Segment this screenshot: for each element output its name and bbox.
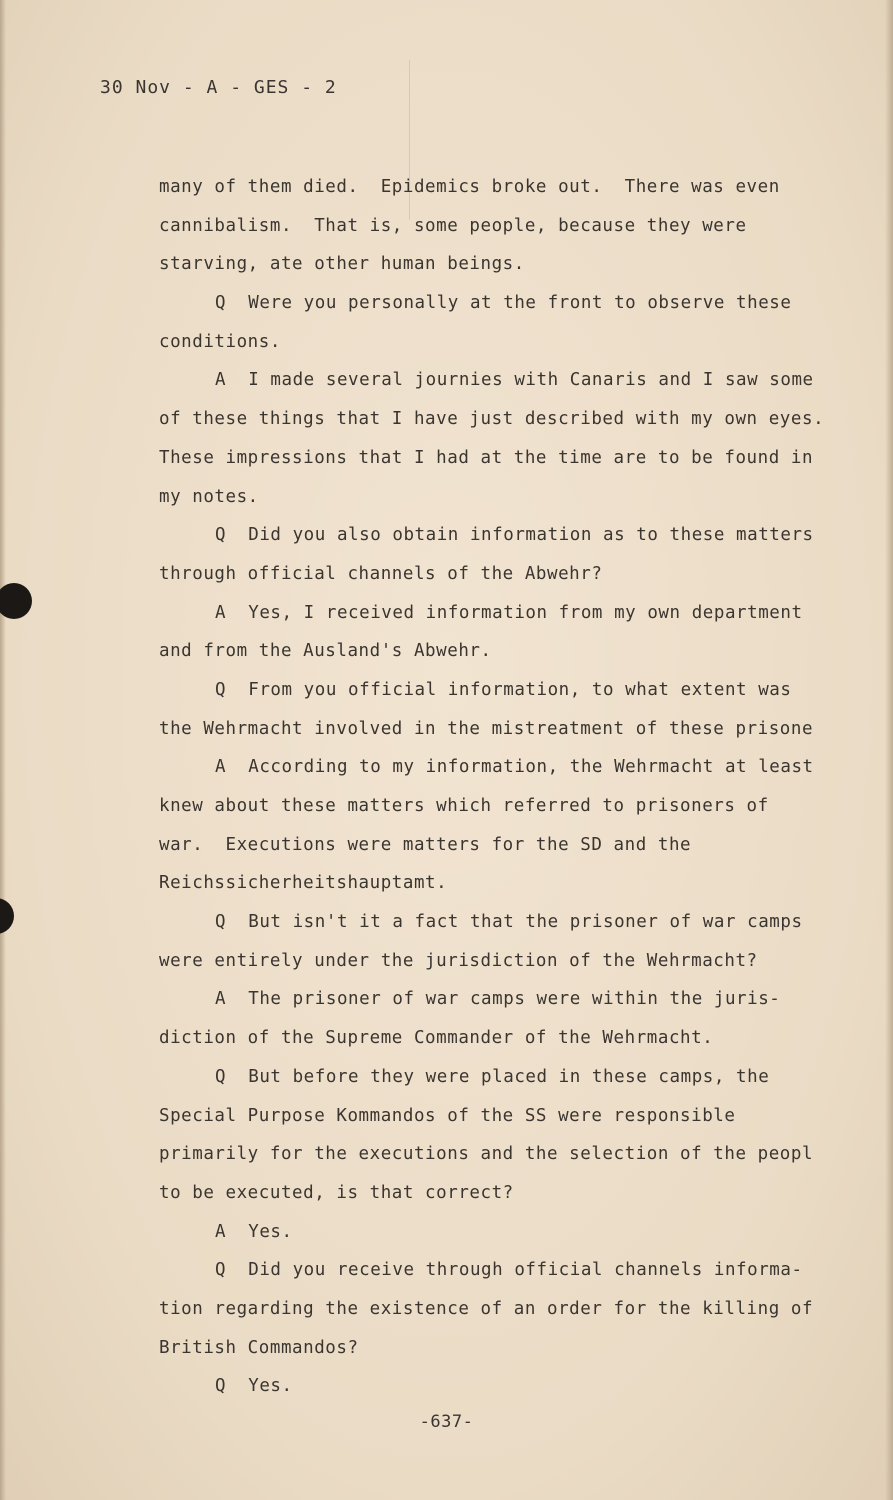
page-header: 30 Nov - A - GES - 2	[100, 77, 337, 98]
transcript-line: Q Were you personally at the front to observe these	[215, 293, 792, 314]
transcript-line: and from the Ausland's Abwehr.	[159, 641, 492, 662]
transcript-line: Q Yes.	[215, 1376, 293, 1397]
page-number: -637-	[419, 1412, 474, 1432]
transcript-line: knew about these matters which referred to prisoners of	[159, 796, 769, 816]
transcript-line: my notes.	[159, 486, 259, 507]
transcript-line: A I made several journies with Canaris and I saw some	[215, 370, 814, 391]
transcript-line: Reichssicherheitshauptamt.	[159, 873, 448, 894]
transcript-line: conditions.	[159, 331, 281, 352]
transcript-line: A According to my information, the Wehrmacht at least	[215, 757, 814, 778]
transcript-line: cannibalism. That is, some people, because they were	[159, 215, 747, 236]
transcript-line: war. Executions were matters for the SD and the	[159, 834, 692, 855]
transcript-line: Q From you official information, to what extent was	[215, 679, 792, 700]
transcript-line: These impressions that I had at the time are to be found in	[159, 447, 814, 468]
transcript-line: starving, ate other human beings.	[159, 254, 525, 275]
transcript-line: British Commandos?	[159, 1337, 359, 1358]
transcript-line: the Wehrmacht involved in the mistreatment of these prisone	[159, 718, 814, 739]
transcript-line: primarily for the executions and the selection of the peopl	[159, 1144, 814, 1165]
paper-right-edge	[885, 0, 893, 1500]
transcript-line: many of them died. Epidemics broke out. There was even	[159, 177, 780, 197]
transcript-line: Q But isn't it a fact that the prisoner of war camps	[215, 912, 803, 933]
transcript-line: tion regarding the existence of an order for the killing of	[159, 1298, 814, 1319]
punch-hole-lower	[0, 898, 14, 934]
transcript-line: were entirely under the jurisdiction of the Wehrmacht?	[159, 950, 758, 971]
punch-hole-upper	[0, 583, 32, 619]
transcript-line: A Yes, I received information from my own department	[215, 602, 803, 623]
transcript-line: A Yes.	[215, 1221, 293, 1242]
transcript-line: Q Did you receive through official channels informa-	[215, 1260, 803, 1281]
paper-left-edge	[0, 0, 6, 1500]
transcript-line: of these things that I have just described with my own eyes.	[159, 409, 825, 430]
transcript-body	[159, 168, 844, 1406]
transcript-line: to be executed, is that correct?	[159, 1182, 514, 1203]
transcript-line: diction of the Supreme Commander of the Wehrmacht.	[159, 1028, 714, 1049]
transcript-line: Q But before they were placed in these camps, the	[215, 1066, 770, 1087]
transcript-line: Special Purpose Kommandos of the SS were responsible	[159, 1105, 736, 1126]
transcript-line: through official channels of the Abwehr?	[159, 563, 603, 584]
transcript-line: Q Did you also obtain information as to these matters	[215, 525, 814, 546]
transcript-line: A The prisoner of war camps were within the juris-	[215, 989, 781, 1010]
